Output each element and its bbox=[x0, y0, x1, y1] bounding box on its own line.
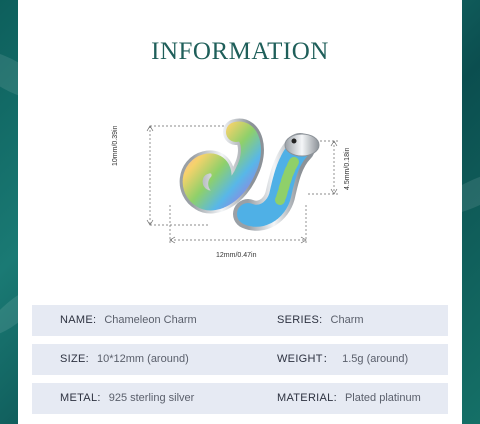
spec-label: METAL: bbox=[60, 392, 101, 404]
spec-label: SERIES: bbox=[277, 314, 323, 326]
product-figure bbox=[18, 0, 462, 300]
page-title: INFORMATION bbox=[151, 38, 329, 65]
spec-value: Chameleon Charm bbox=[104, 314, 197, 326]
spec-label: SIZE: bbox=[60, 353, 90, 365]
spec-value: 1.5g (around) bbox=[342, 353, 409, 365]
charm-head bbox=[285, 134, 319, 156]
width-dimension-label: 12mm/0.47in bbox=[216, 252, 257, 259]
spec-row-name bbox=[32, 305, 448, 336]
height-dimension-label: 10mm/0.39in bbox=[112, 125, 119, 166]
info-card bbox=[18, 0, 462, 424]
spec-label: NAME: bbox=[60, 314, 97, 326]
spec-row-size bbox=[32, 344, 448, 375]
spec-value: 925 sterling silver bbox=[108, 392, 195, 404]
spec-row-metal bbox=[32, 383, 448, 414]
spec-value: 10*12mm (around) bbox=[97, 353, 189, 365]
spec-value: Charm bbox=[330, 314, 364, 326]
head-dimension-label: 4.5mm/0.18in bbox=[344, 147, 351, 190]
spec-value: Plated platinum bbox=[344, 392, 421, 404]
spec-label: WEIGHT： bbox=[277, 353, 335, 365]
charm-tail bbox=[193, 132, 251, 201]
spec-label: MATERIAL: bbox=[277, 392, 337, 404]
